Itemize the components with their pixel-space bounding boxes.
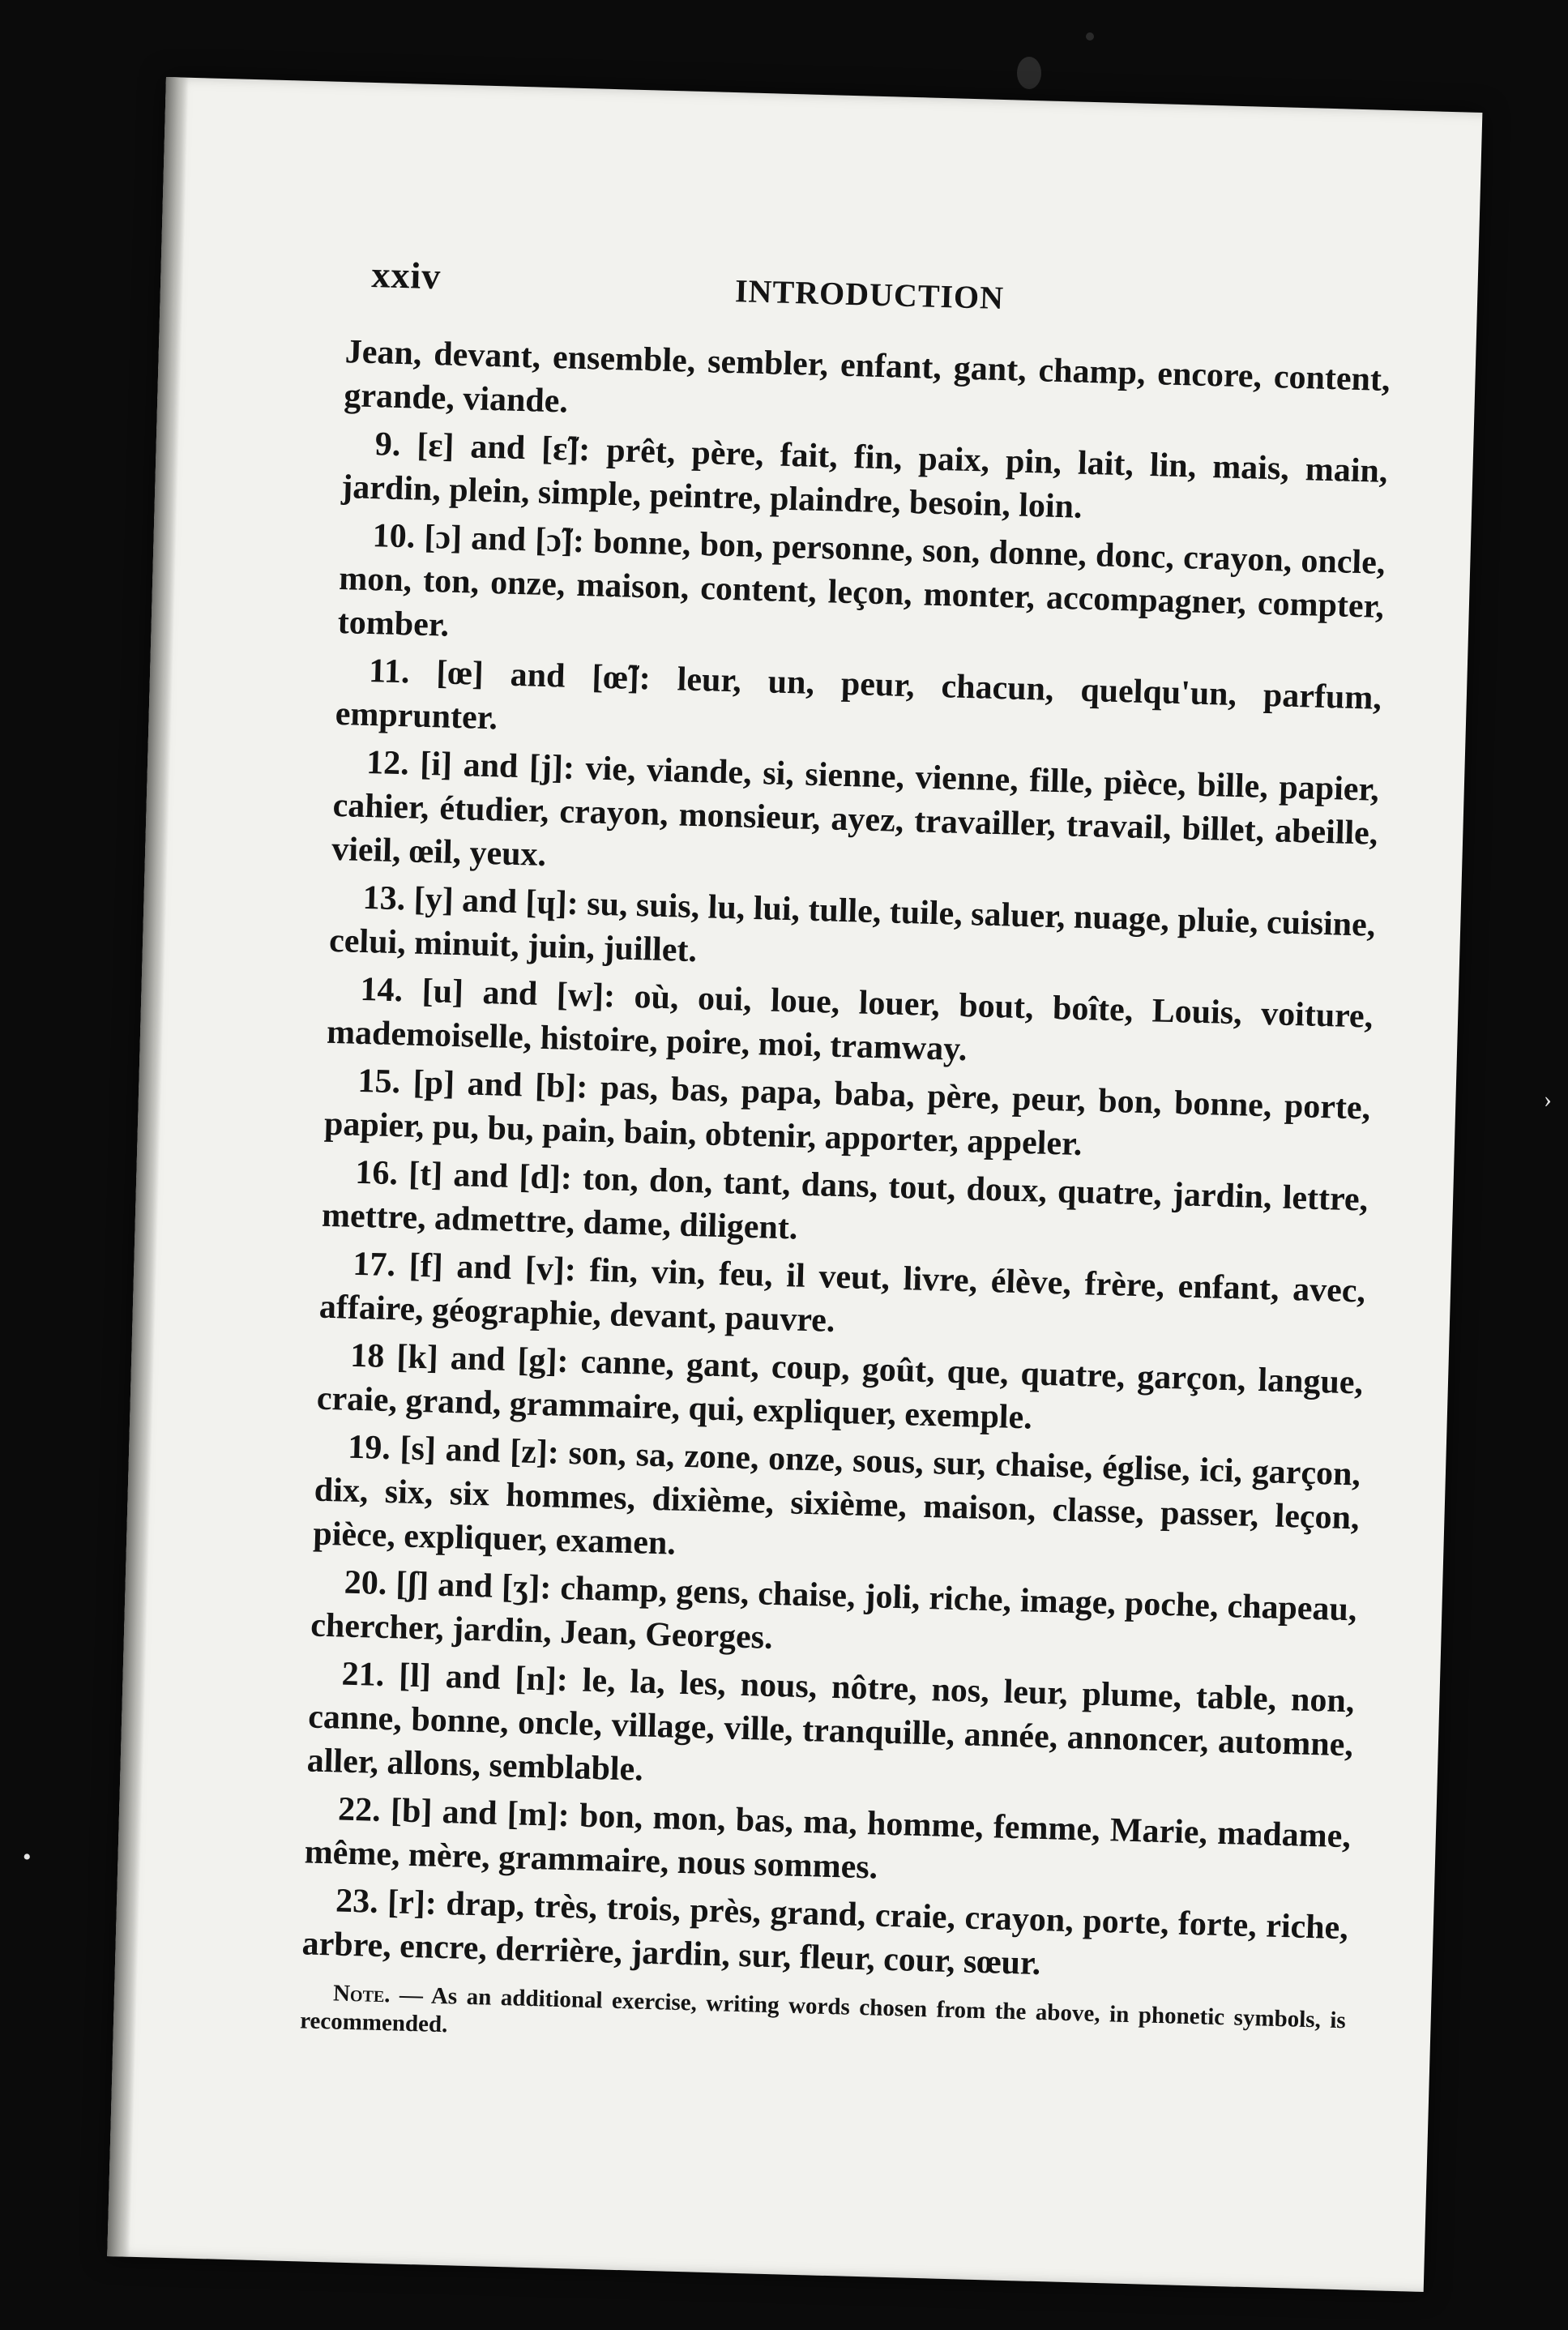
exercise-paragraph: 21. [l] and [n]: le, la, les, nous, nôtre, nos, leur, plume, table, non, canne, bonne, oncle, village, ville, tranquille, année, annoncer, automne, aller, allons, semblable. — [306, 1655, 1355, 1789]
exercise-paragraph: 16. [t] and [d]: ton, don, tant, dans, tout, doux, quatre, jardin, lettre, mettre, admettre, dame, diligent. — [321, 1153, 1369, 1247]
exercise-paragraph: 9. [ɛ] and [ɛ̃]: prêt, père, fait, fin, paix, pin, lait, lin, mais, main, jardin, plein, simple, peintre, plaindre, besoin, loin. — [340, 425, 1389, 526]
exercise-paragraph: 12. [i] and [j]: vie, viande, si, sienne, vienne, fille, pièce, bille, papier, cahier, étudier, crayon, monsieur, ayez, travailler, travail, billet, abeille, vieil, œil, yeux. — [331, 744, 1380, 874]
phonetics-exercise-list — [301, 330, 1391, 1994]
exercise-paragraph: 11. [œ] and [œ̃]: leur, un, peur, chacun, quelqu'un, parfum, emprunter. — [335, 652, 1382, 737]
exercise-paragraph: 14. [u] and [w]: où, oui, loue, louer, bout, boîte, Louis, voiture, mademoiselle, histoire, poire, moi, tramway. — [326, 970, 1374, 1069]
exercise-paragraph: 22. [b] and [m]: bon, mon, bas, ma, homme, femme, Marie, madame, même, mère, grammaire, nous sommes. — [304, 1790, 1352, 1887]
scan-dust-mark — [1086, 32, 1094, 41]
note-label: Note. — [332, 1980, 391, 2008]
exercise-paragraph: 10. [ɔ] and [ɔ̃]: bonne, bon, personne, son, donne, donc, crayon, oncle, mon, ton, onze, maison, content, leçon, monter, accompagner, compter, tomber. — [337, 517, 1386, 644]
exercise-paragraph: 13. [y] and [ɥ]: su, suis, lu, lui, tulle, tuile, saluer, nuage, pluie, cuisine, celui, minuit, juin, juillet. — [328, 879, 1376, 970]
exercise-paragraph: 23. [r]: drap, très, trois, près, grand, craie, crayon, porte, forte, riche, arbre, encre, derrière, jardin, sur, fleur, cour, sœur. — [301, 1882, 1349, 1983]
exercise-paragraph: Jean, devant, ensemble, sembler, enfant, gant, champ, encore, content, grande, viande. — [343, 333, 1391, 421]
page-number: xxiv — [370, 253, 442, 297]
note-text: — As an additional exercise, writing words chosen from the above, in phonetic symbols, is recommended. — [299, 1982, 1347, 2038]
exercise-paragraph: 18 [k] and [g]: canne, gant, coup, goût, que, quatre, garçon, langue, craie, grand, grammaire, qui, expliquer, exemple. — [316, 1336, 1364, 1437]
page-gutter-shadow — [107, 77, 189, 2257]
exercise-paragraph: 15. [p] and [b]: pas, bas, papa, baba, père, peur, bon, bonne, porte, papier, pu, bu, pain, bain, obtenir, apporter, appeler. — [323, 1062, 1371, 1164]
margin-dot-mark: • — [23, 1844, 32, 1870]
margin-arrow-mark: › — [1544, 1086, 1552, 1113]
page-content — [299, 252, 1393, 2087]
book-page — [107, 77, 1482, 2292]
exercise-paragraph: 20. [ʃ] and [ʒ]: champ, gens, chaise, joli, riche, image, poche, chapeau, chercher, jardin, Jean, Georges. — [310, 1563, 1357, 1657]
exercise-paragraph: 17. [f] and [v]: fin, vin, feu, il veut, livre, élève, frère, enfant, avec, affaire, géographie, devant, pauvre. — [318, 1245, 1366, 1340]
section-title: INTRODUCTION — [734, 272, 1005, 317]
exercise-paragraph: 19. [s] and [z]: son, sa, zone, onze, sous, sur, chaise, église, ici, garçon, dix, six, six hommes, dixième, sixième, maison, classe, passer, leçon, pièce, expliquer, examen. — [312, 1428, 1361, 1563]
footnote — [300, 1978, 1346, 2063]
scan-dust-mark — [1017, 57, 1041, 89]
